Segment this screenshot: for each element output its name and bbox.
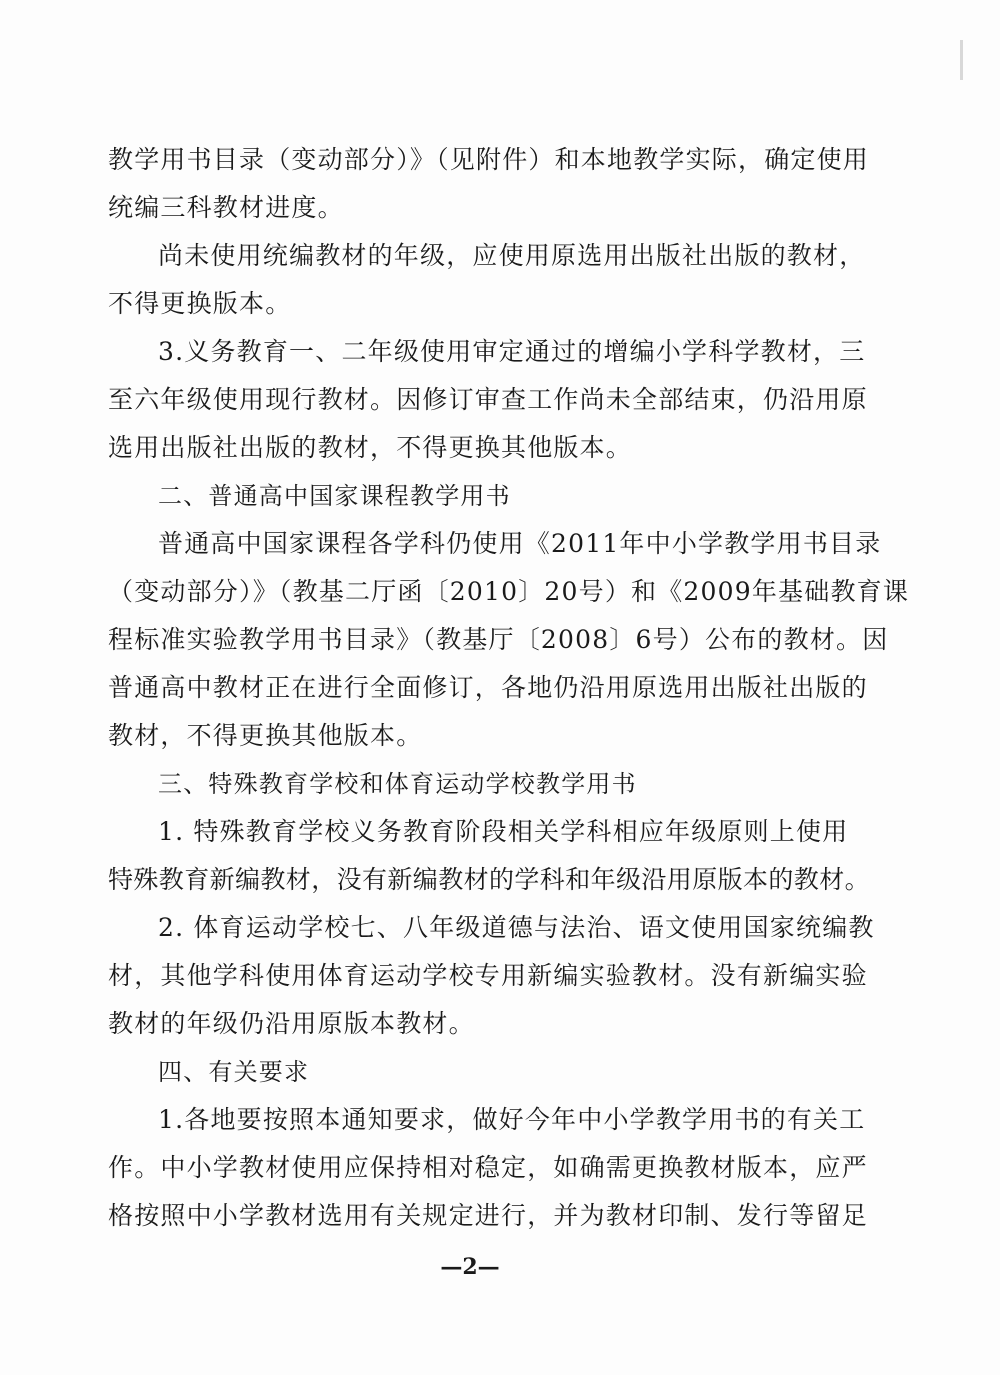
section-heading: 二、普通高中国家课程教学用书 [158,482,511,510]
body-line: 格按照中小学教材选用有关规定进行，并为教材印制、发行等留足 [108,1201,868,1230]
paragraph-line: 普通高中国家课程各学科仍使用《2011年中小学教学用书目录 [158,529,882,558]
body-line: 作。中小学教材使用应保持相对稳定，如确需更换教材版本，应严 [108,1153,868,1182]
section-heading: 三、特殊教育学校和体育运动学校教学用书 [158,770,637,798]
body-line: 选用出版社出版的教材，不得更换其他版本。 [108,433,633,462]
body-line: 材，其他学科使用体育运动学校专用新编实验教材。没有新编实验 [108,961,868,990]
paragraph-line: 1. 特殊教育学校义务教育阶段相关学科相应年级原则上使用 [158,817,849,846]
body-line: （变动部分）》（教基二厅函〔2010〕20号）和《2009年基础教育课 [108,577,910,606]
body-line: 普通高中教材正在进行全面修订，各地仍沿用原选用出版社出版的 [108,673,868,702]
paragraph-line: 尚未使用统编教材的年级，应使用原选用出版社出版的教材， [158,241,866,270]
scan-edge-mark [960,40,963,80]
body-line: 程标准实验教学用书目录》（教基厅〔2008〕6号）公布的教材。因 [108,625,889,654]
page-number: —2— [440,1254,500,1280]
body-line: 教材，不得更换其他版本。 [108,721,423,750]
body-line: 教学用书目录（变动部分）》（见附件）和本地教学实际，确定使用 [108,145,870,174]
body-line: 特殊教育新编教材，没有新编教材的学科和年级沿用原版本的教材。 [108,865,871,894]
section-heading: 四、有关要求 [158,1058,310,1086]
paragraph-line: 3.义务教育一、二年级使用审定通过的增编小学科学教材，三 [158,337,866,366]
paragraph-line: 1.各地要按照本通知要求，做好今年中小学教学用书的有关工 [158,1105,866,1134]
body-line: 统编三科教材进度。 [108,193,344,222]
paragraph-line: 2. 体育运动学校七、八年级道德与法治、语文使用国家统编教 [158,913,875,942]
body-line: 教材的年级仍沿用原版本教材。 [108,1009,475,1038]
body-line: 不得更换版本。 [108,289,292,318]
body-line: 至六年级使用现行教材。因修订审查工作尚未全部结束，仍沿用原 [108,385,868,414]
